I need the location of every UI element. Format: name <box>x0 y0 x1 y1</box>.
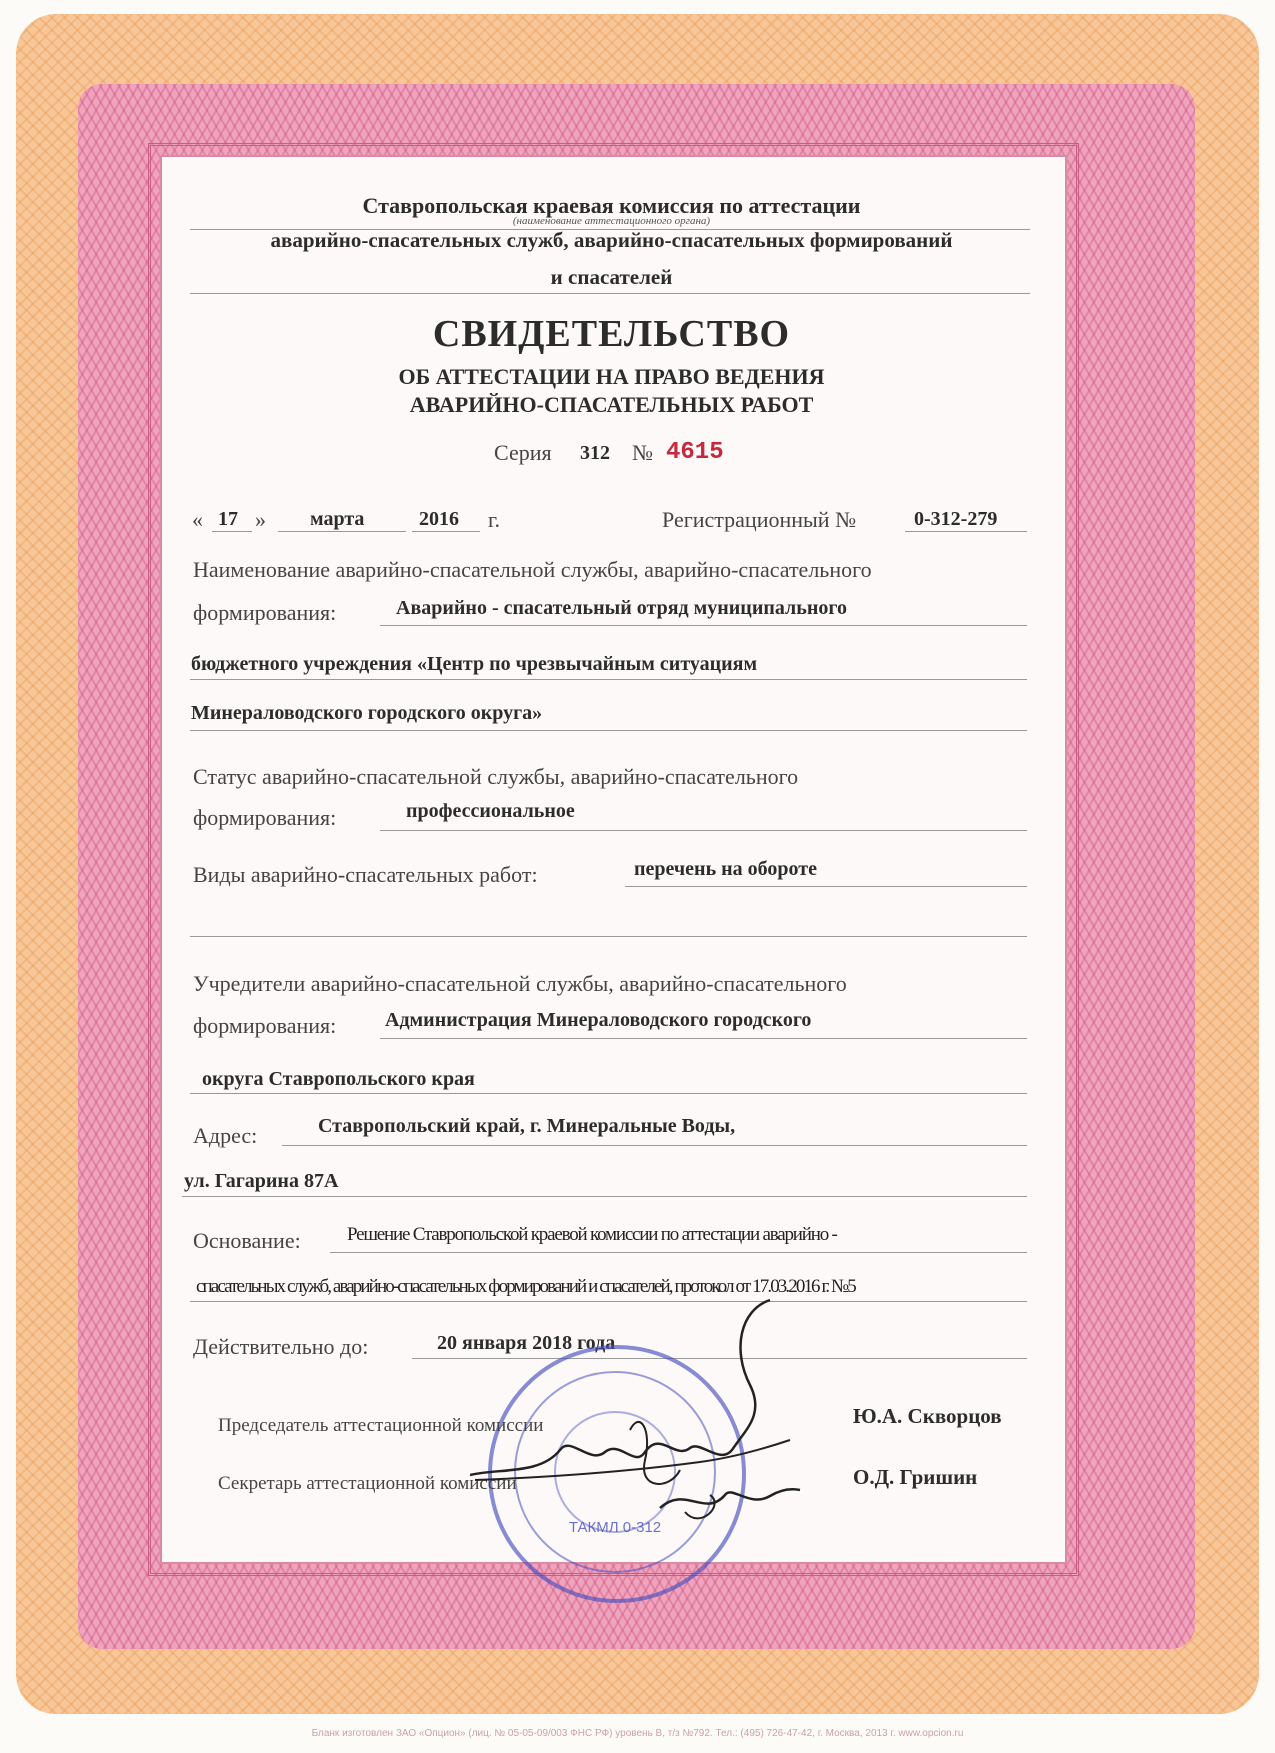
number-label: № <box>632 440 653 465</box>
valid-until-label: Действительно до: <box>193 1334 369 1359</box>
handwritten-signatures <box>470 1290 870 1530</box>
series-label: Серия <box>494 440 552 465</box>
issuer-line-2: аварийно-спасательных служб, аварийно-спасательных формирований <box>270 228 953 252</box>
address-underline-2 <box>182 1196 1027 1197</box>
founders-label-1: Учредители аварийно-спасательной службы, аварийно-спасательного <box>193 971 847 996</box>
issuer-line-3: и спасателей <box>550 265 673 289</box>
basis-value-2: спасательных служб, аварийно-спасательных формирований и спасателей, протокол от 17.03.2016 г. №5 <box>196 1276 855 1297</box>
chair-name: Ю.А. Скворцов <box>853 1404 1002 1428</box>
issuer-caption: (наименование аттестационного органа) <box>512 215 711 227</box>
name-underline-2 <box>190 679 1027 680</box>
document-subtitle-1: ОБ АТТЕСТАЦИИ НА ПРАВО ВЕДЕНИЯ <box>398 364 825 389</box>
address-underline-1 <box>282 1145 1027 1146</box>
date-day-underline <box>212 531 252 532</box>
address-value-2: ул. Гагарина 87А <box>184 1170 339 1192</box>
name-label-1: Наименование аварийно-спасательной службы, аварийно-спасательного <box>193 557 872 582</box>
document-title: СВИДЕТЕЛЬСТВО <box>432 313 791 355</box>
founders-underline-1 <box>380 1038 1027 1039</box>
work-types-underline-2 <box>190 936 1027 937</box>
status-underline <box>380 830 1027 831</box>
date-close-quote: » <box>255 507 266 532</box>
seal-code: ТАКМЛ 0-312 <box>568 1519 662 1536</box>
document-subtitle-2: АВАРИЙНО-СПАСАТЕЛЬНЫХ РАБОТ <box>409 392 814 417</box>
status-label-2: формирования: <box>193 805 337 830</box>
date-year-underline <box>412 531 480 532</box>
founders-value-1: Администрация Минераловодского городского <box>385 1009 812 1031</box>
basis-value-1: Решение Ставропольской краевой комиссии по аттестации аварийно - <box>347 1224 837 1245</box>
founders-underline-2 <box>190 1093 1027 1094</box>
status-label-1: Статус аварийно-спасательной службы, аварийно-спасательного <box>193 764 799 789</box>
secretary-label: Секретарь аттестационной комиссии <box>218 1473 517 1494</box>
name-value-2: бюджетного учреждения «Центр по чрезвычайным ситуациям <box>191 653 758 675</box>
chair-label: Председатель аттестационной комиссии <box>218 1415 544 1436</box>
name-underline-1 <box>380 625 1027 626</box>
printer-imprint: Бланк изготовлен ЗАО «Опцион» (лиц. № 05-05-09/003 ФНС РФ) уровень В, т/з №792. Тел.: (495) 726-47-42, г. Москва, 2013 г. www.opcion.ru <box>311 1728 964 1739</box>
address-value-1: Ставропольский край, г. Минеральные Воды, <box>318 1115 736 1137</box>
work-types-value: перечень на обороте <box>634 858 817 880</box>
work-types-underline-1 <box>625 886 1027 887</box>
name-underline-3 <box>190 730 1027 731</box>
registration-number: 0-312-279 <box>914 508 998 530</box>
date-year: 2016 <box>419 508 459 530</box>
series-value: 312 <box>580 442 610 464</box>
issuer-line-1: Ставропольская краевая комиссия по аттестации <box>362 193 861 218</box>
address-label: Адрес: <box>193 1123 258 1148</box>
issuer-underline-2 <box>190 293 1030 294</box>
certificate-number: 4615 <box>666 439 724 466</box>
founders-value-2: округа Ставропольского края <box>202 1068 475 1090</box>
basis-underline-1 <box>330 1252 1027 1253</box>
date-open-quote: « <box>192 507 203 532</box>
date-suffix: г. <box>488 507 501 532</box>
work-types-label: Виды аварийно-спасательных работ: <box>193 862 538 887</box>
registration-label: Регистрационный № <box>662 507 857 532</box>
status-value: профессиональное <box>406 800 575 822</box>
name-value-3: Минераловодского городского округа» <box>191 702 543 724</box>
founders-label-2: формирования: <box>193 1013 337 1038</box>
date-month-underline <box>278 531 406 532</box>
secretary-name: О.Д. Гришин <box>853 1465 978 1489</box>
valid-until-value: 20 января 2018 года <box>437 1332 616 1354</box>
basis-label: Основание: <box>193 1228 301 1253</box>
date-month: марта <box>310 508 365 530</box>
name-value-1: Аварийно - спасательный отряд муниципального <box>396 597 847 619</box>
registration-underline <box>905 531 1027 532</box>
date-day: 17 <box>218 508 238 530</box>
name-label-2: формирования: <box>193 600 337 625</box>
